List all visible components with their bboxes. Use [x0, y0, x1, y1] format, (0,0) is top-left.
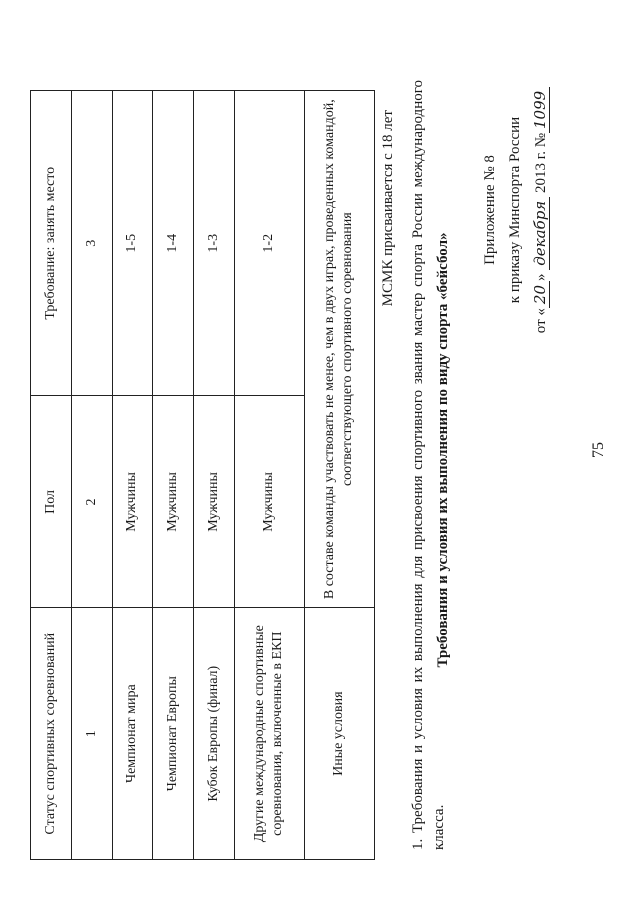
date-year: 2013 г. № [533, 132, 549, 194]
header-status: Статус спортивных соревнований [31, 608, 72, 860]
table-row [194, 91, 235, 860]
status-cell: Чемпионат Европы [153, 608, 194, 860]
gender-cell: Мужчины [194, 396, 235, 608]
date-prefix: от « [533, 308, 549, 334]
document-title: Требования и условия их выполнения по виду спорта «бейсбол» [435, 232, 451, 668]
table-header-row [31, 91, 72, 860]
intro-paragraph: 1. Требования и условия их выполнения для присвоения спортивного звания мастер спорта России международного класса. [410, 80, 447, 850]
column-number: 3 [71, 91, 112, 397]
table-row-other-conditions [304, 91, 374, 860]
date-day: 20 [531, 281, 550, 308]
table-row [234, 91, 304, 860]
table-number-row [71, 91, 112, 860]
other-conditions-label: Иные условия [304, 608, 374, 860]
column-number: 2 [71, 396, 112, 608]
appendix-block [478, 50, 554, 370]
status-cell: Чемпионат мира [112, 608, 153, 860]
page-number: 75 [590, 442, 607, 458]
gender-cell: Мужчины [112, 396, 153, 608]
gender-cell: Мужчины [153, 396, 194, 608]
appendix-date-line [528, 50, 554, 370]
place-cell: 1-2 [234, 91, 304, 397]
date-month: декабря [531, 197, 550, 270]
column-number: 1 [71, 608, 112, 860]
appendix-order: к приказу Минспорта России [507, 116, 523, 304]
place-cell: 1-3 [194, 91, 235, 397]
order-number: 1099 [531, 87, 550, 133]
appendix-title: Приложение № 8 [482, 155, 498, 265]
status-cell: Кубок Европы (финал) [194, 608, 235, 860]
msmk-age-note: МСМК присваивается с 18 лет [380, 110, 396, 307]
requirements-table [30, 90, 375, 860]
header-gender: Пол [31, 396, 72, 608]
table-row [153, 91, 194, 860]
status-cell: Другие международные спортивные соревнования, включенные в ЕКП [234, 608, 304, 860]
gender-cell: Мужчины [234, 396, 304, 608]
date-mid: » [533, 273, 549, 281]
table-row [112, 91, 153, 860]
other-conditions-text: В составе команды участвовать не менее, чем в двух играх, проведенных командой, соответствующего спортивного соревнования [304, 91, 374, 608]
place-cell: 1-4 [153, 91, 194, 397]
rotated-content [20, 20, 620, 880]
header-requirement: Требование: занять место [31, 91, 72, 397]
place-cell: 1-5 [112, 91, 153, 397]
